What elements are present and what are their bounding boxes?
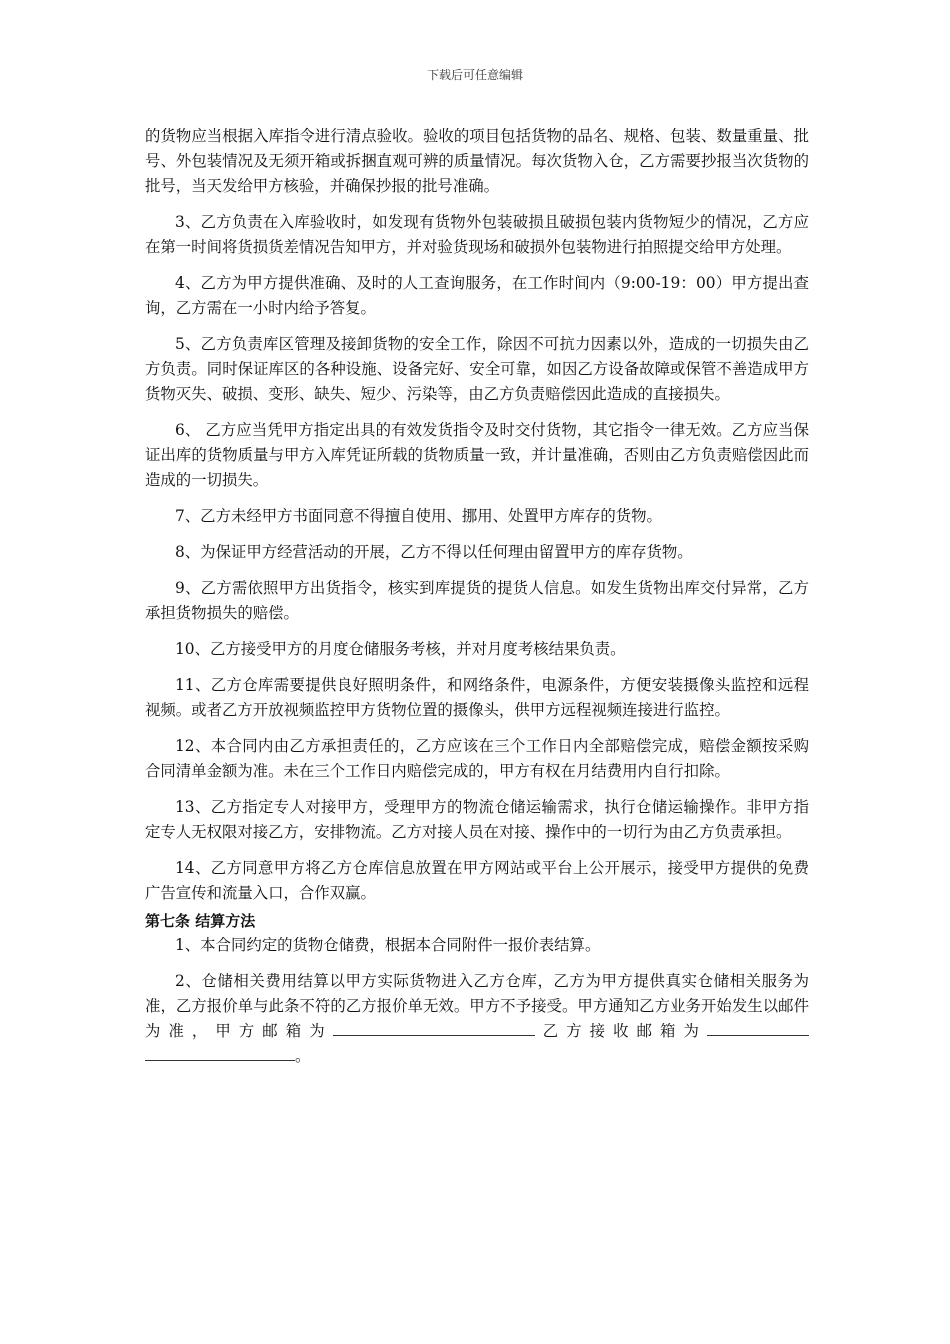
section-heading-settlement: 第七条 结算方法 <box>145 912 256 930</box>
clause-11: 11、乙方仓库需要提供良好照明条件，和网络条件，电源条件，方便安装摄像头监控和远程视频。或者乙方开放视频监控甲方货物位置的摄像头，供甲方远程视频连接进行监控。 <box>145 676 809 719</box>
settlement-clause-2-mid: 乙方接收邮箱为 <box>534 1022 707 1040</box>
clause-13: 13、乙方指定专人对接甲方，受理甲方的物流仓储运输需求，执行仓储运输操作。非甲方指定专人无权限对接乙方，安排物流。乙方对接人员在对接、操作中的一切行为由乙方负责承担。 <box>145 798 809 841</box>
clause-3: 3、乙方负责在入库验收时，如发现有货物外包装破损且破损包装内货物短少的情况，乙方应在第一时间将货损货差情况告知甲方，并对验货现场和破损外包装物进行拍照提交给甲方处理。 <box>145 213 809 256</box>
party-b-email-blank-cont[interactable] <box>145 1046 295 1061</box>
clause-9: 9、乙方需依照甲方出货指令，核实到库提货的提货人信息。如发生货物出库交付异常，乙方承担货物损失的赔偿。 <box>145 579 809 622</box>
clause-12: 12、本合同内由乙方承担责任的，乙方应该在三个工作日内全部赔偿完成，赔偿金额按采购合同清单金额为准。未在三个工作日内赔偿完成的，甲方有权在月结费用内自行扣除。 <box>145 737 809 780</box>
clause-7: 7、乙方未经甲方书面同意不得擅自使用、挪用、处置甲方库存的货物。 <box>175 507 662 525</box>
clause-8: 8、为保证甲方经营活动的开展，乙方不得以任何理由留置甲方的库存货物。 <box>175 543 693 561</box>
clause-14: 14、乙方同意甲方将乙方仓库信息放置在甲方网站或平台上公开展示，接受甲方提供的免费广告宣传和流量入口，合作双赢。 <box>145 859 809 902</box>
party-a-email-blank[interactable] <box>333 1021 535 1036</box>
clause-10: 10、乙方接受甲方的月度仓储服务考核，并对月度考核结果负责。 <box>175 640 626 658</box>
settlement-clause-2-text: 2、仓储相关费用结算以甲方实际货物进入乙方仓库，乙方为甲方提供真实仓储相关服务为准，乙方报价单与此条不符的乙方报价单无效。甲方不予接受。甲方通知乙方业务开始发生以邮件为准，甲方邮箱为 <box>145 972 809 1040</box>
settlement-clause-1: 1、本合同约定的货物仓储费，根据本合同附件一报价表结算。 <box>175 936 601 954</box>
document-body <box>145 124 809 1080</box>
clause-5: 5、乙方负责库区管理及接卸货物的安全工作，除因不可抗力因素以外，造成的一切损失由乙方负责。同时保证库区的各种设施、设备完好、安全可靠，如因乙方设备故障或保管不善造成甲方货物灭失、破损、变形、缺失、短少、污染等，由乙方负责赔偿因此造成的直接损失。 <box>145 335 809 403</box>
page-header: 下载后可任意编辑 <box>426 68 523 82</box>
clause-4: 4、乙方为甲方提供准确、及时的人工查询服务，在工作时间内（9:00-19：00）甲方提出查询，乙方需在一小时内给予答复。 <box>145 274 809 317</box>
party-b-email-blank[interactable] <box>707 1021 809 1036</box>
paragraph-intake-inspection: 的货物应当根据入库指令进行清点验收。验收的项目包括货物的品名、规格、包装、数量重量、批号、外包装情况及无须开箱或拆捆直观可辨的质量情况。每次货物入仓，乙方需要抄报当次货物的批号，当天发给甲方核验，并确保抄报的批号准确。 <box>145 127 809 195</box>
clause-6: 6、 乙方应当凭甲方指定出具的有效发货指令及时交付货物，其它指令一律无效。乙方应当保证出库的货物质量与甲方入库凭证所载的货物质量一致，并计量准确，否则由乙方负责赔偿因此而造成的一切损失。 <box>145 421 809 489</box>
settlement-clause-2 <box>145 969 809 1069</box>
settlement-clause-2-end: 。 <box>295 1047 311 1065</box>
